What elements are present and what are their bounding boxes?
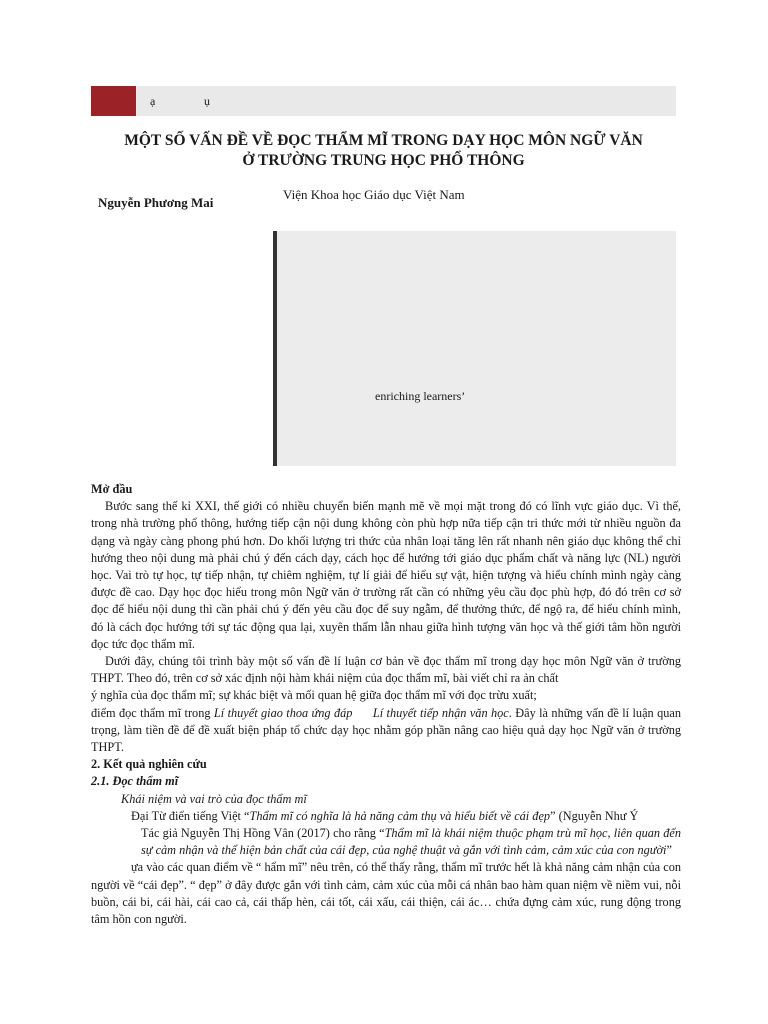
header-bar bbox=[136, 86, 676, 116]
article-body bbox=[91, 481, 681, 928]
paragraph-intro-2b-text: ý nghĩa của đọc thẩm mĩ; sự khác biệt và mối quan hệ giữa đọc thẩm mĩ với đọc trừu xuất; bbox=[91, 688, 537, 703]
paragraph-intro-2c bbox=[91, 705, 681, 757]
theory-reception: Lí thuyết tiếp nhận văn học bbox=[372, 705, 509, 720]
header-glyph-b: ụ bbox=[204, 94, 210, 108]
intro-2c-part1: điểm đọc thẩm mĩ trong bbox=[91, 705, 214, 720]
aesthetic-text: ựa vào các quan điểm về “ hẩm mĩ” nêu trên, có thể thấy rằng, thẩm mĩ trước hết là khả năng cảm nhận của con người về “cái đẹp”. “ đẹp” ở đây được gắn với tình cảm, cảm xúc của mỗi cá nhân bao hàm quan niệm về niềm vui, nỗi buồn, cái bi, cái hài, cái cao cả, cái thấp hèn, cái tốt, cái xấu, cái thiện, cái ác… chứa đựng cảm xúc, rung động trong tâm hồn con người. bbox=[91, 860, 681, 927]
author-quote-lead: Tác giả Nguyễn Thị Hồng Vân (2017) cho rằng “ bbox=[141, 826, 385, 841]
author-institution: Viện Khoa học Giáo dục Việt Nam bbox=[283, 187, 465, 202]
paragraph-aesthetic bbox=[91, 859, 681, 928]
paragraph-intro-2b bbox=[91, 687, 681, 704]
section-heading-results: 2. Kết quả nghiên cứu bbox=[91, 757, 207, 772]
author-quote-close: ” bbox=[666, 843, 672, 858]
paragraph-author-quote bbox=[91, 825, 681, 859]
dictionary-definition: Thẩm mĩ có nghĩa là hả năng cảm thụ và hiểu biết về cái đẹp bbox=[249, 808, 551, 823]
abstract-box bbox=[273, 231, 676, 466]
article-title-line-2: Ở TRƯỜNG TRUNG HỌC PHỔ THÔNG bbox=[242, 152, 525, 169]
theory-reader-response: Lí thuyết giao thoa ứng đáp bbox=[213, 705, 353, 720]
header-accent-block bbox=[91, 86, 136, 116]
intro-2c-part5: . Đây là những vấn đề lí luận quan trọng, làm tiền đề để đề xuất biện pháp tổ chức dạy học nhằm góp phần nâng cao hiệu quả dạy học Ngữ văn ở trường THPT. bbox=[91, 705, 681, 755]
paragraph-intro-1: Bước sang thế kỉ XXI, thế giới có nhiều chuyển biến mạnh mẽ về mọi mặt trong đó có lĩnh vực giáo dục. Vì thế, trong nhà trường phổ thông, hướng tiếp cận nội dung không còn phù hợp nữa tiếp cận tri thức mới từ nhiều nguồn đa dạng và ngày càng phong phú hơn. Do khối lượng tri thức của nhân loại tăng lên rất nhanh nên giáo dục không thể chỉ hướng theo nội dung mà phải chú ý đến cách dạy, cách học để hướng tới giáo dục phẩm chất và năng lực (NL) người học. Vai trò tự học, tự tiếp nhận, tự chiêm nghiệm, tự lí giải để hiểu sự vật, hiện tượng và hiểu chính mình ngày càng được đề cao. Dạy học đọc hiểu trong môn Ngữ văn ở trường rất cần có những yêu cầu đọc phù hợp, đó đó trên cơ sở đọc để hiểu nội dung thì cần phải chú ý đến yêu cầu đọc để suy ngẫm, để thưởng thức, để ngộ ra, để hiểu chính mình, đó là cách đọc hướng tới sự tác động qua lại, xuyên thấm lẫn nhau giữa hình tượng văn học và thế giới tâm hồn người đọc tức đọc thẩm mĩ. bbox=[91, 499, 681, 651]
intro-2c-gap bbox=[352, 706, 372, 720]
paragraph-intro-2a: Dưới đây, chúng tôi trình bày một số vấn đề lí luận cơ bản về đọc thẩm mĩ trong dạy học môn Ngữ văn ở trường THPT. Theo đó, trên cơ sở xác định nội hàm khái niệm của đọc thẩm mĩ, bài viết chỉ ra ản chất bbox=[91, 654, 681, 686]
dictionary-lead: Đại Từ điển tiếng Việt “ bbox=[131, 808, 250, 823]
header-glyph-a: ạ bbox=[150, 94, 156, 108]
paragraph-dictionary bbox=[91, 808, 681, 825]
subsection-heading-2-1: 2.1. Đọc thẩm mĩ bbox=[91, 774, 179, 789]
section-heading-intro: Mở đầu bbox=[91, 482, 133, 496]
subsection-heading-concept: Khái niệm và vai trò của đọc thẩm mĩ bbox=[121, 791, 307, 806]
author-quote: Thẩm mĩ là khái niệm thuộc phạm trù mĩ học, liên quan đến sự cảm nhận và thể hiện bản chất của cái đẹp, của nghệ thuật và gắn với tình cảm, cảm xúc của con người bbox=[141, 826, 681, 858]
article-title-line-1: MỘT SỐ VẤN ĐỀ VỀ ĐỌC THẨM MĨ TRONG DẠY HỌC MÔN NGỮ VĂN bbox=[124, 132, 643, 149]
abstract-text: enriching learners’ bbox=[375, 389, 466, 403]
dictionary-citation: ” (Nguyễn Như Ý bbox=[550, 808, 639, 823]
author-name: Nguyễn Phương Mai bbox=[98, 195, 214, 210]
